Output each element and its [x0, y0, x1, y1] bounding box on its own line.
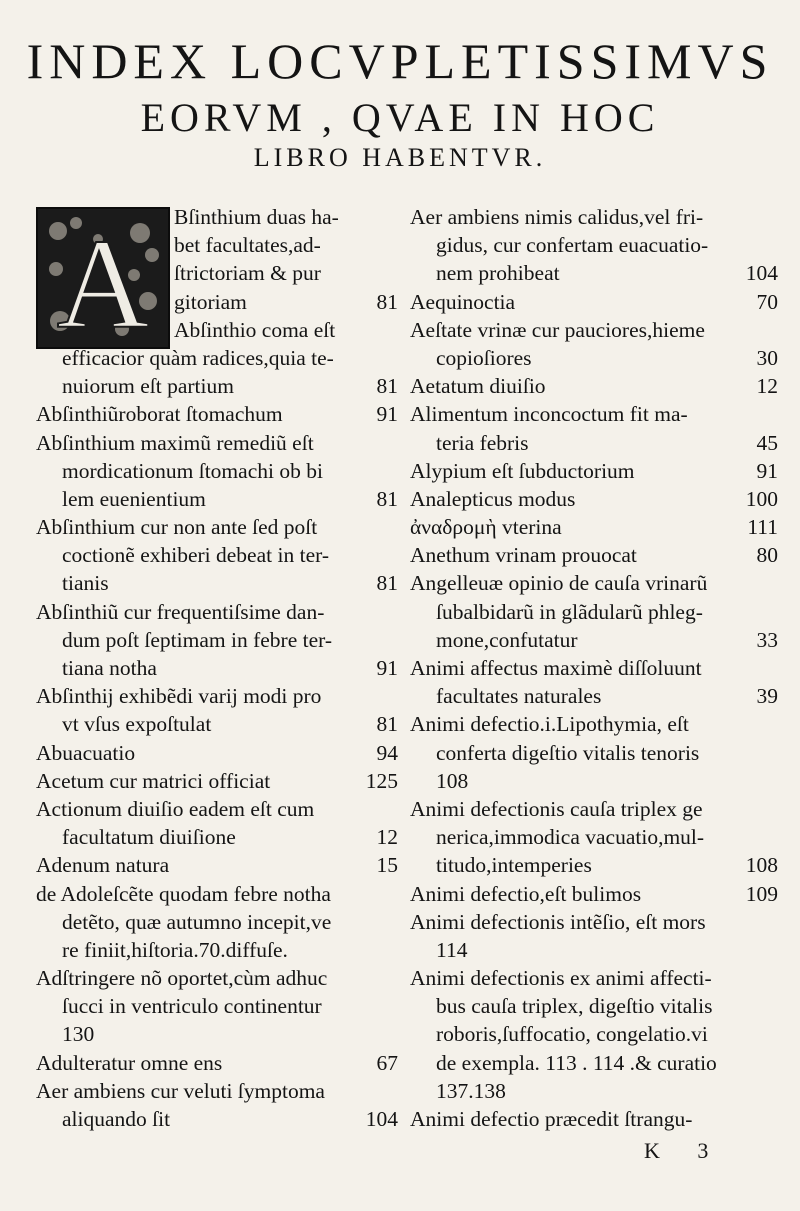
- entry-text: Abuacuatio: [36, 740, 136, 765]
- entry-text: 108: [436, 768, 469, 793]
- entry-text: nerica,immodica vacuatio,mul-: [436, 825, 705, 850]
- index-subtitle-2: LIBRO HABENTVR.: [253, 143, 547, 172]
- entry-text: re finiit,hiſtoria.70.diffuſe.: [62, 937, 288, 962]
- page-reference: 108: [745, 853, 778, 878]
- index-entry-line: [36, 569, 402, 597]
- entry-text: Animi defectionis ex animi affecti-: [410, 966, 712, 991]
- page-reference: 81: [376, 374, 398, 399]
- index-entry-line: [410, 1105, 782, 1133]
- page-reference: 39: [756, 684, 778, 709]
- entry-text: Aeſtate vrinæ cur pauciores,hieme: [410, 317, 705, 342]
- entry-text: Aer ambiens cur veluti ſymptoma: [36, 1078, 325, 1103]
- page-reference: 125: [365, 768, 398, 793]
- entry-text: gidus, cur confertam euacuatio-: [436, 233, 709, 258]
- index-entry-line: [410, 682, 782, 710]
- page-reference: 91: [756, 458, 778, 483]
- index-entry-line: [410, 880, 782, 908]
- index-entry-line: [410, 851, 782, 879]
- signature-mark: K 3: [644, 1138, 725, 1163]
- entry-text: Abſinthium cur non ante ſed poſt: [36, 515, 318, 540]
- entry-text: de Adoleſcẽte quodam febre notha: [36, 881, 331, 906]
- entry-text: facultates naturales: [436, 684, 602, 709]
- index-entry-line: [410, 288, 782, 316]
- entry-text: Actionum diuiſio eadem eſt cum: [36, 796, 315, 821]
- entry-text: Anethum vrinam prouocat: [410, 543, 637, 568]
- index-entry-line: [36, 429, 402, 457]
- index-entry-line: [36, 400, 402, 428]
- page-reference: 81: [376, 712, 398, 737]
- index-entry-line: [36, 936, 402, 964]
- page-reference: 30: [756, 345, 778, 370]
- entry-text: 130: [62, 1022, 95, 1047]
- page-reference: 81: [376, 289, 398, 314]
- page-reference: 100: [745, 486, 778, 511]
- index-entry-line: [410, 1049, 782, 1077]
- index-entry-line: [410, 316, 782, 344]
- index-entry-line: [36, 598, 402, 626]
- index-entry-line: [410, 739, 782, 767]
- entry-text: Angelleuæ opinio de cauſa vrinarũ: [410, 571, 708, 596]
- entry-text: de exempla. 113 . 114 .& curatio: [436, 1050, 717, 1075]
- entry-text: Animi defectio.i.Lipothymia, eſt: [410, 712, 689, 737]
- index-entry-line: [410, 372, 782, 400]
- entry-text: Aetatum diuiſio: [410, 374, 546, 399]
- entry-text: aliquando ſit: [62, 1107, 171, 1131]
- page-reference: 80: [756, 543, 778, 568]
- index-entry-line: [36, 710, 402, 738]
- index-entry-line: [410, 231, 782, 259]
- entry-text: Alimentum inconcoctum fit ma-: [410, 402, 688, 427]
- index-entry-line: [36, 795, 402, 823]
- page-reference: 12: [756, 374, 778, 399]
- index-entry-line: [36, 485, 402, 513]
- entry-text: Adulteratur omne ens: [36, 1050, 223, 1075]
- entry-text: tianis: [62, 571, 109, 596]
- entry-text: mone,confutatur: [436, 627, 578, 652]
- index-entry-line: [410, 259, 782, 287]
- index-column-left: [36, 203, 402, 1133]
- index-entry-line: [36, 908, 402, 936]
- index-entry-line: [36, 203, 402, 231]
- entry-text: detẽto, quæ autumno incepit,ve: [62, 909, 332, 934]
- entry-text: Abſinthij exhibẽdi varij modi pro: [36, 684, 322, 709]
- index-entry-line: [36, 767, 402, 795]
- entry-text: nuiorum eſt partium: [62, 374, 234, 399]
- index-title: INDEX LOCVPLETISSIMVS: [26, 33, 774, 89]
- page-reference: 104: [745, 261, 778, 286]
- index-entry-line: [410, 1020, 782, 1048]
- svg-text:A: A: [56, 213, 150, 347]
- entry-text: Animi defectio,eſt bulimos: [410, 881, 642, 906]
- page-reference: 111: [747, 515, 778, 540]
- index-entry-line: [410, 823, 782, 851]
- index-entry-line: [410, 654, 782, 682]
- entry-text: teria febris: [436, 430, 529, 455]
- index-entry-line: [410, 485, 782, 513]
- entry-text: mordicationum ſtomachi ob bi: [62, 458, 323, 483]
- entry-text: bus cauſa triplex, digeſtio vitalis: [436, 994, 713, 1019]
- index-column-right: [410, 203, 782, 1133]
- entry-text: Animi defectio præcedit ſtrangu-: [410, 1107, 693, 1131]
- index-entry-line: [410, 513, 782, 541]
- index-entry-line: [410, 429, 782, 457]
- page-reference: 81: [376, 486, 398, 511]
- entry-text: bet facultates,ad-: [174, 233, 321, 258]
- page-reference: 104: [365, 1107, 398, 1131]
- entry-text: Alypium eſt ſubductorium: [410, 458, 635, 483]
- index-entry-line: [36, 964, 402, 992]
- entry-text: Animi defectionis cauſa triplex ge: [410, 796, 703, 821]
- index-entry-line: [36, 851, 402, 879]
- page-reference: 15: [376, 853, 398, 878]
- entry-text: Adſtringere nõ oportet,cùm adhuc: [36, 966, 328, 991]
- entry-text: 137.138: [436, 1078, 506, 1103]
- index-entry-line: [410, 626, 782, 654]
- index-entry-line: [36, 259, 402, 287]
- index-entry-line: [36, 682, 402, 710]
- page-reference: 81: [376, 571, 398, 596]
- index-entry-line: [410, 541, 782, 569]
- entry-text: Animi affectus maximè diſſoluunt: [410, 656, 702, 680]
- index-subtitle: EORVM , QVAE IN HOC: [140, 95, 660, 140]
- index-entry-line: [410, 203, 782, 231]
- entry-text: efficacior quàm radices,quia te-: [62, 345, 334, 370]
- index-entry-line: [36, 1077, 402, 1105]
- index-entry-line: [36, 1049, 402, 1077]
- entry-text: ſubalbidarũ in glãdularũ phleg-: [436, 599, 703, 624]
- index-entry-line: [36, 457, 402, 485]
- entry-text: Aequinoctia: [410, 289, 516, 314]
- index-entry-line: [36, 372, 402, 400]
- index-entry-line: [36, 513, 402, 541]
- index-entry-line: [36, 1020, 402, 1048]
- index-entry-line: [36, 992, 402, 1020]
- index-entry-line: [410, 964, 782, 992]
- page-reference: 12: [376, 825, 398, 850]
- index-entry-line: [410, 936, 782, 964]
- index-entry-line: [410, 569, 782, 597]
- entry-text: Acetum cur matrici officiat: [36, 768, 271, 793]
- entry-text: copioſiores: [436, 345, 532, 370]
- entry-text: titudo,intemperies: [436, 853, 592, 878]
- index-entry-line: [36, 880, 402, 908]
- entry-text: nem prohibeat: [436, 261, 560, 286]
- entry-text: gitoriam: [174, 289, 247, 314]
- entry-text: Abſinthio coma eſt: [174, 317, 336, 342]
- page-reference: 91: [376, 656, 398, 680]
- entry-text: Animi defectionis intẽſio, eſt mors: [410, 909, 706, 934]
- index-entry-line: [36, 541, 402, 569]
- index-entry-line: [36, 654, 402, 682]
- entry-text: ſtrictoriam & pur: [174, 261, 321, 286]
- entry-text: Abſinthiũroborat ſtomachum: [36, 402, 283, 427]
- index-entry-line: [36, 823, 402, 851]
- entry-text: Adenum natura: [36, 853, 170, 878]
- entry-text: 114: [436, 937, 468, 962]
- index-entry-line: [410, 1077, 782, 1105]
- page-reference: 91: [376, 402, 398, 427]
- page-reference: 70: [756, 289, 778, 314]
- entry-text: vt vſus expoſtulat: [62, 712, 212, 737]
- index-entry-line: [410, 344, 782, 372]
- entry-text: ſucci in ventriculo continentur: [62, 994, 322, 1019]
- index-entry-line: [410, 710, 782, 738]
- entry-text: Bſinthium duas ha-: [174, 205, 339, 229]
- index-entry-line: [410, 400, 782, 428]
- entry-text: Abſinthium maximũ remediũ eſt: [36, 430, 314, 455]
- index-entry-line: [36, 626, 402, 654]
- entry-text: coctionẽ exhiberi debeat in ter-: [62, 543, 329, 568]
- entry-text: Analepticus modus: [410, 486, 576, 511]
- page-reference: 109: [745, 881, 778, 906]
- index-entry-line: [410, 598, 782, 626]
- index-entry-line: [410, 992, 782, 1020]
- page-reference: 94: [376, 740, 398, 765]
- page-reference: 33: [756, 627, 778, 652]
- entry-text: tiana notha: [62, 656, 157, 680]
- entry-text: Abſinthiũ cur frequentiſsime dan-: [36, 599, 325, 624]
- entry-text: dum poſt ſeptimam in febre ter-: [62, 627, 333, 652]
- page-reference: 45: [756, 430, 778, 455]
- entry-text: ἀναδρομὴ vterina: [410, 515, 562, 540]
- page-reference: 67: [376, 1050, 398, 1075]
- index-entry-line: [36, 1105, 402, 1133]
- entry-text: Aer ambiens nimis calidus,vel fri-: [410, 205, 704, 229]
- index-entry-line: [36, 739, 402, 767]
- index-entry-line: [36, 288, 402, 316]
- index-entry-line: [36, 344, 402, 372]
- entry-text: conferta digeſtio vitalis tenoris: [436, 740, 700, 765]
- index-entry-line: [36, 316, 402, 344]
- index-entry-line: [36, 231, 402, 259]
- entry-text: roboris,ſuffocatio, congelatio.vi: [436, 1022, 708, 1047]
- index-entry-line: [410, 767, 782, 795]
- entry-text: facultatum diuiſione: [62, 825, 236, 850]
- index-entry-line: [410, 795, 782, 823]
- index-entry-line: [410, 908, 782, 936]
- index-entry-line: [410, 457, 782, 485]
- entry-text: lem euenientium: [62, 486, 206, 511]
